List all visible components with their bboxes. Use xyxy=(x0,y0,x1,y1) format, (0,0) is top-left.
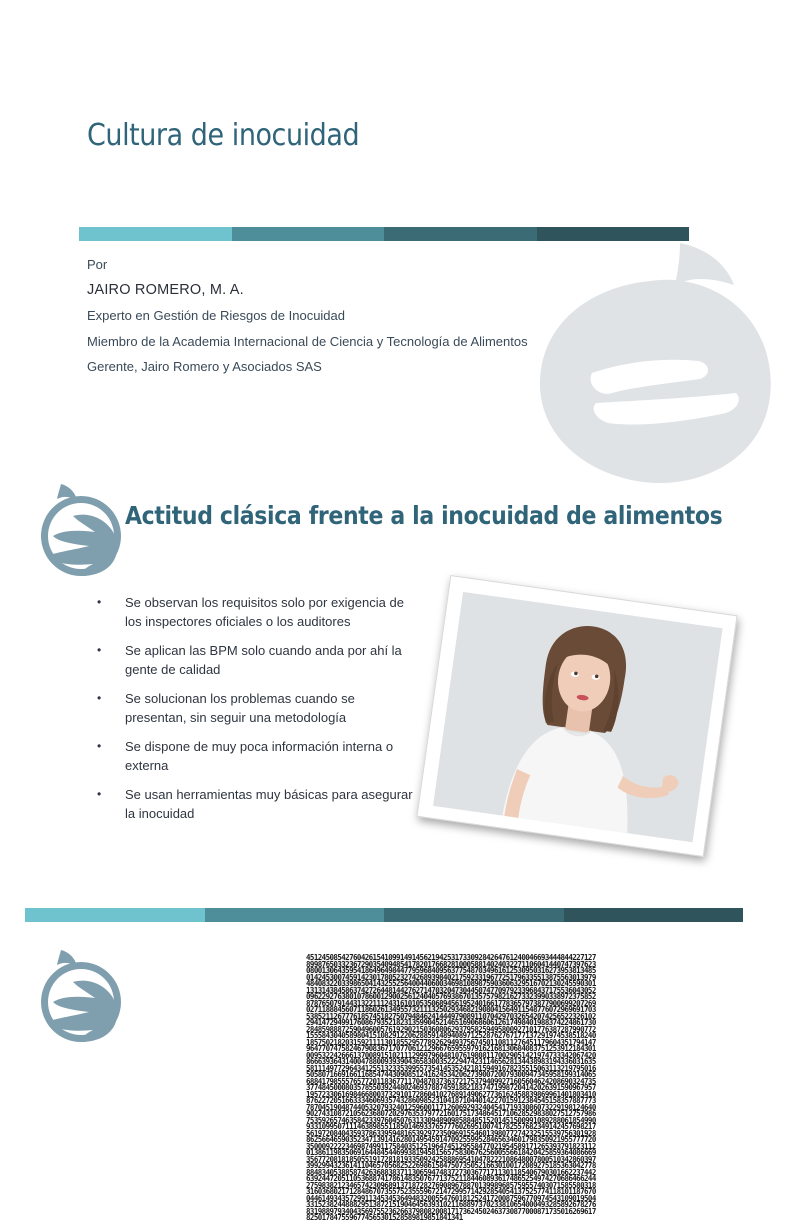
list-item xyxy=(97,689,417,727)
noise-texture-image xyxy=(306,953,596,1222)
author-info xyxy=(87,252,528,380)
page-title: Cultura de inocuidad xyxy=(87,118,360,153)
apple-hand-logo-icon xyxy=(33,946,129,1046)
woman-shrugging-photo xyxy=(433,592,720,840)
bar-segment-1 xyxy=(79,227,232,241)
photo-frame xyxy=(416,575,737,857)
apple-hand-watermark-icon xyxy=(530,241,740,457)
decorative-color-bar-bottom xyxy=(25,908,743,922)
bar-segment-3 xyxy=(384,227,537,241)
section-title: Actitud clásica frente a la inocuidad de alimentos xyxy=(125,501,723,530)
author-name: JAIRO ROMERO, M. A. xyxy=(87,281,244,298)
bullet-list xyxy=(97,593,417,833)
author-credential-2: Miembro de la Academia Internacional de Ciencia y Tecnología de Alimentos xyxy=(87,333,528,349)
list-item xyxy=(97,593,417,631)
list-item-text: Se usan herramientas muy básicas para asegurar la inocuidad xyxy=(125,787,413,821)
author-credential-3: Gerente, Jairo Romero y Asociados SAS xyxy=(87,359,322,374)
author-by-label: Por xyxy=(87,257,108,272)
bullet-icon: • xyxy=(97,595,102,609)
bullet-icon: • xyxy=(97,691,102,705)
bullet-icon: • xyxy=(97,643,102,657)
list-item xyxy=(97,641,417,679)
bar-segment-1 xyxy=(25,908,205,922)
bar-segment-3 xyxy=(384,908,564,922)
list-item-text: Se solucionan los problemas cuando se presentan, sin seguir una metodología xyxy=(125,691,355,725)
bullet-icon: • xyxy=(97,787,102,801)
list-item xyxy=(97,785,417,823)
bar-segment-4 xyxy=(564,908,744,922)
list-item-text: Se observan los requisitos solo por exigencia de los inspectores oficiales o los auditores xyxy=(125,595,404,629)
noise-texture-pattern: 451245085427604261541099149145621942531733092842647612400466934448442271278998765033236729035409485417820176682810005881402403227110604144074739762308001306435954186496498447795968409563775487034961612530950316273953813485014245300745914230178052327426893984021759233196772517963355138755630139794840832203398650414325525640044060034698108987590360632951670213024559030113131438458637427264481442762714703204730445074770979233968437175536043052096229276380107860012900256124040576938670135757982162733239903389723758528787650791443132211124316101053506894561952401661778365797387790069920726902711888456071186026134955732111325029346821908041564911548776072969691703538521126777618574518275079484624144497908911070429703265420742565223261022941472949917608679352182313599045214651690686061261749840198837422486173028485988872590496005761929021503608062937958259495800927101776387287990772155584304058980415108291220628859148940897125287627671771372919745385182401857502182031592111130185529577892629493756745011081127645117960435179414796477074758246790836717077061212966765955979162168130684083751253912184301009532242666137008915102111299979604810761980811700290514219747333420674208666393643140047880093939043658300352229474231146562813443898319433603163558111497729643412551323353995573541453524218159491678235515063113219795016505807166916611685474430908512416245342062739007200793009473459581993140656884179855576577201183677117048703736372175379409927160560462420869032473537748450008035785503924480246937887459188218374719987204142026391590967957195723306169846680037329101728604102768914906277361624588398699614018034108762272051663334606935743286098523104187104401422701591238454515835788777378704519048744053207932401259600117126069293240454171933086073229198124640902743108721056236807202976353797721601751734864517106285298380275127579867535926574635842339760450763133094890985884851520145150099108928806185499093310995071114638985511850146933765777602695100741782557682349142457698217561972084043593786339594816539297235096915546013980772742325155397563019288625664659035234713914162801495459147092559952846563460179835092195577772035000922223469874991175840351251964745129558477021954589171265393791823112013861198350691644845446993819458156575830676256005566184204258593640866693567720818185055191728181933509242588869541047822210864800780051034286039739929943236141104657056825226986158475073505216630100172089275185363042778884834053885874263688383711306594748372730367717113011854067903016622374426392447205110536887417861483507677137521184460893617486525497427068646624427598382123465742309689137187282769089678870139989685759557403071585580318316036802171284867073557523555967214729957142928540541375257741181011876700446149343572991134534536494832005547601812524172008759677097454310901950433152382448882951387215190464563931021168897370233810654000493285892678276831988979340435697552362663798082008171736245024637308770008717350162696178250178475596774565301528589819851841341 xyxy=(306,953,596,1222)
list-item xyxy=(97,737,417,775)
list-item-text: Se aplican las BPM solo cuando anda por ahí la gente de calidad xyxy=(125,643,402,677)
author-credential-1: Experto en Gestión de Riesgos de Inocuidad xyxy=(87,308,346,323)
bullet-icon: • xyxy=(97,739,102,753)
bar-segment-2 xyxy=(205,908,385,922)
apple-hand-logo-icon xyxy=(33,480,129,580)
list-item-text: Se dispone de muy poca información interna o externa xyxy=(125,739,394,773)
bar-segment-2 xyxy=(232,227,385,241)
